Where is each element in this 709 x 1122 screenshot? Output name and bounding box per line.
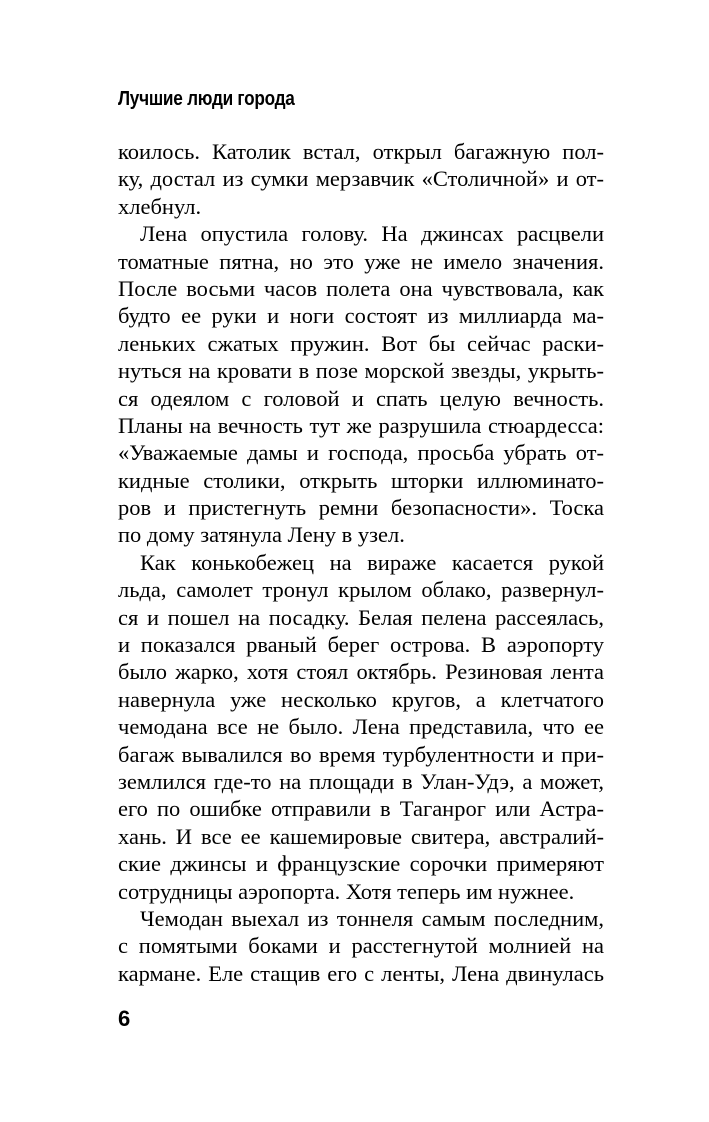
body-text	[118, 138, 604, 987]
text-line: по дому затянула Лену в узел.	[118, 522, 405, 548]
text-line: хань. И все ее кашемировые свитера, австралий-	[118, 823, 604, 849]
text-line: чемодана все не было. Лена представила, что ее	[118, 714, 604, 740]
text-line: ся одеялом с головой и спать целую вечность.	[118, 385, 604, 411]
text-line: навернула уже несколько кругов, а клетчатого	[118, 686, 604, 712]
text-line: нуться на кровати в позе морской звезды, укрыть-	[118, 358, 604, 384]
text-line: кидные столики, открыть шторки иллюминато-	[118, 467, 604, 493]
text-line: ров и пристегнуть ремни безопасности». Тоска	[118, 495, 604, 521]
text-line: кармане. Еле стащив его с ленты, Лена двинулась	[118, 960, 604, 986]
text-line: багаж вывалился во время турбулентности и при-	[118, 741, 604, 767]
text-line: его по ошибке отправили в Таганрог или Астра-	[118, 796, 604, 822]
text-line: сотрудницы аэропорта. Хотя теперь им нужнее.	[118, 878, 575, 904]
text-line: будто ее руки и ноги состоят из миллиарда ма-	[118, 303, 604, 329]
text-line: томатные пятна, но это уже не имело значения.	[118, 248, 604, 274]
text-line: «Уважаемые дамы и господа, просьба убрать от-	[118, 440, 604, 466]
text-line: коилось. Католик встал, открыл багажную пол-	[118, 139, 604, 164]
text-line: было жарко, хотя стоял октябрь. Резиновая лента	[118, 659, 604, 685]
text-line: После восьми часов полета она чувствовала, как	[118, 275, 604, 301]
page-number: 6	[118, 1006, 131, 1031]
text-line: льда, самолет тронул крылом облако, развернул-	[118, 577, 604, 603]
text-line: Чемодан выехал из тоннеля самым последним,	[140, 905, 604, 931]
text-line: ские джинсы и французские сорочки примеряют	[118, 851, 604, 877]
text-line: хлебнул.	[118, 193, 202, 219]
text-line: и показался рваный берег острова. В аэропорту	[118, 632, 604, 658]
text-line: землился где-то на площади в Улан-Удэ, а может,	[118, 768, 604, 794]
running-title: Лучшие люди города	[118, 88, 295, 110]
text-line: Как конькобежец на вираже касается рукой	[140, 549, 604, 575]
text-line: Планы на вечность тут же разрушила стюардесса:	[118, 412, 604, 438]
text-line: ся и пошел на посадку. Белая пелена рассеялась,	[118, 604, 604, 630]
text-line: Лена опустила голову. На джинсах расцвели	[140, 221, 604, 247]
text-line: ку, достал из сумки мерзавчик «Столичной» и от-	[118, 166, 604, 192]
text-line: леньких сжатых пружин. Вот бы сейчас раски-	[118, 330, 604, 356]
text-line: с помятыми боками и расстегнутой молнией на	[118, 933, 604, 959]
